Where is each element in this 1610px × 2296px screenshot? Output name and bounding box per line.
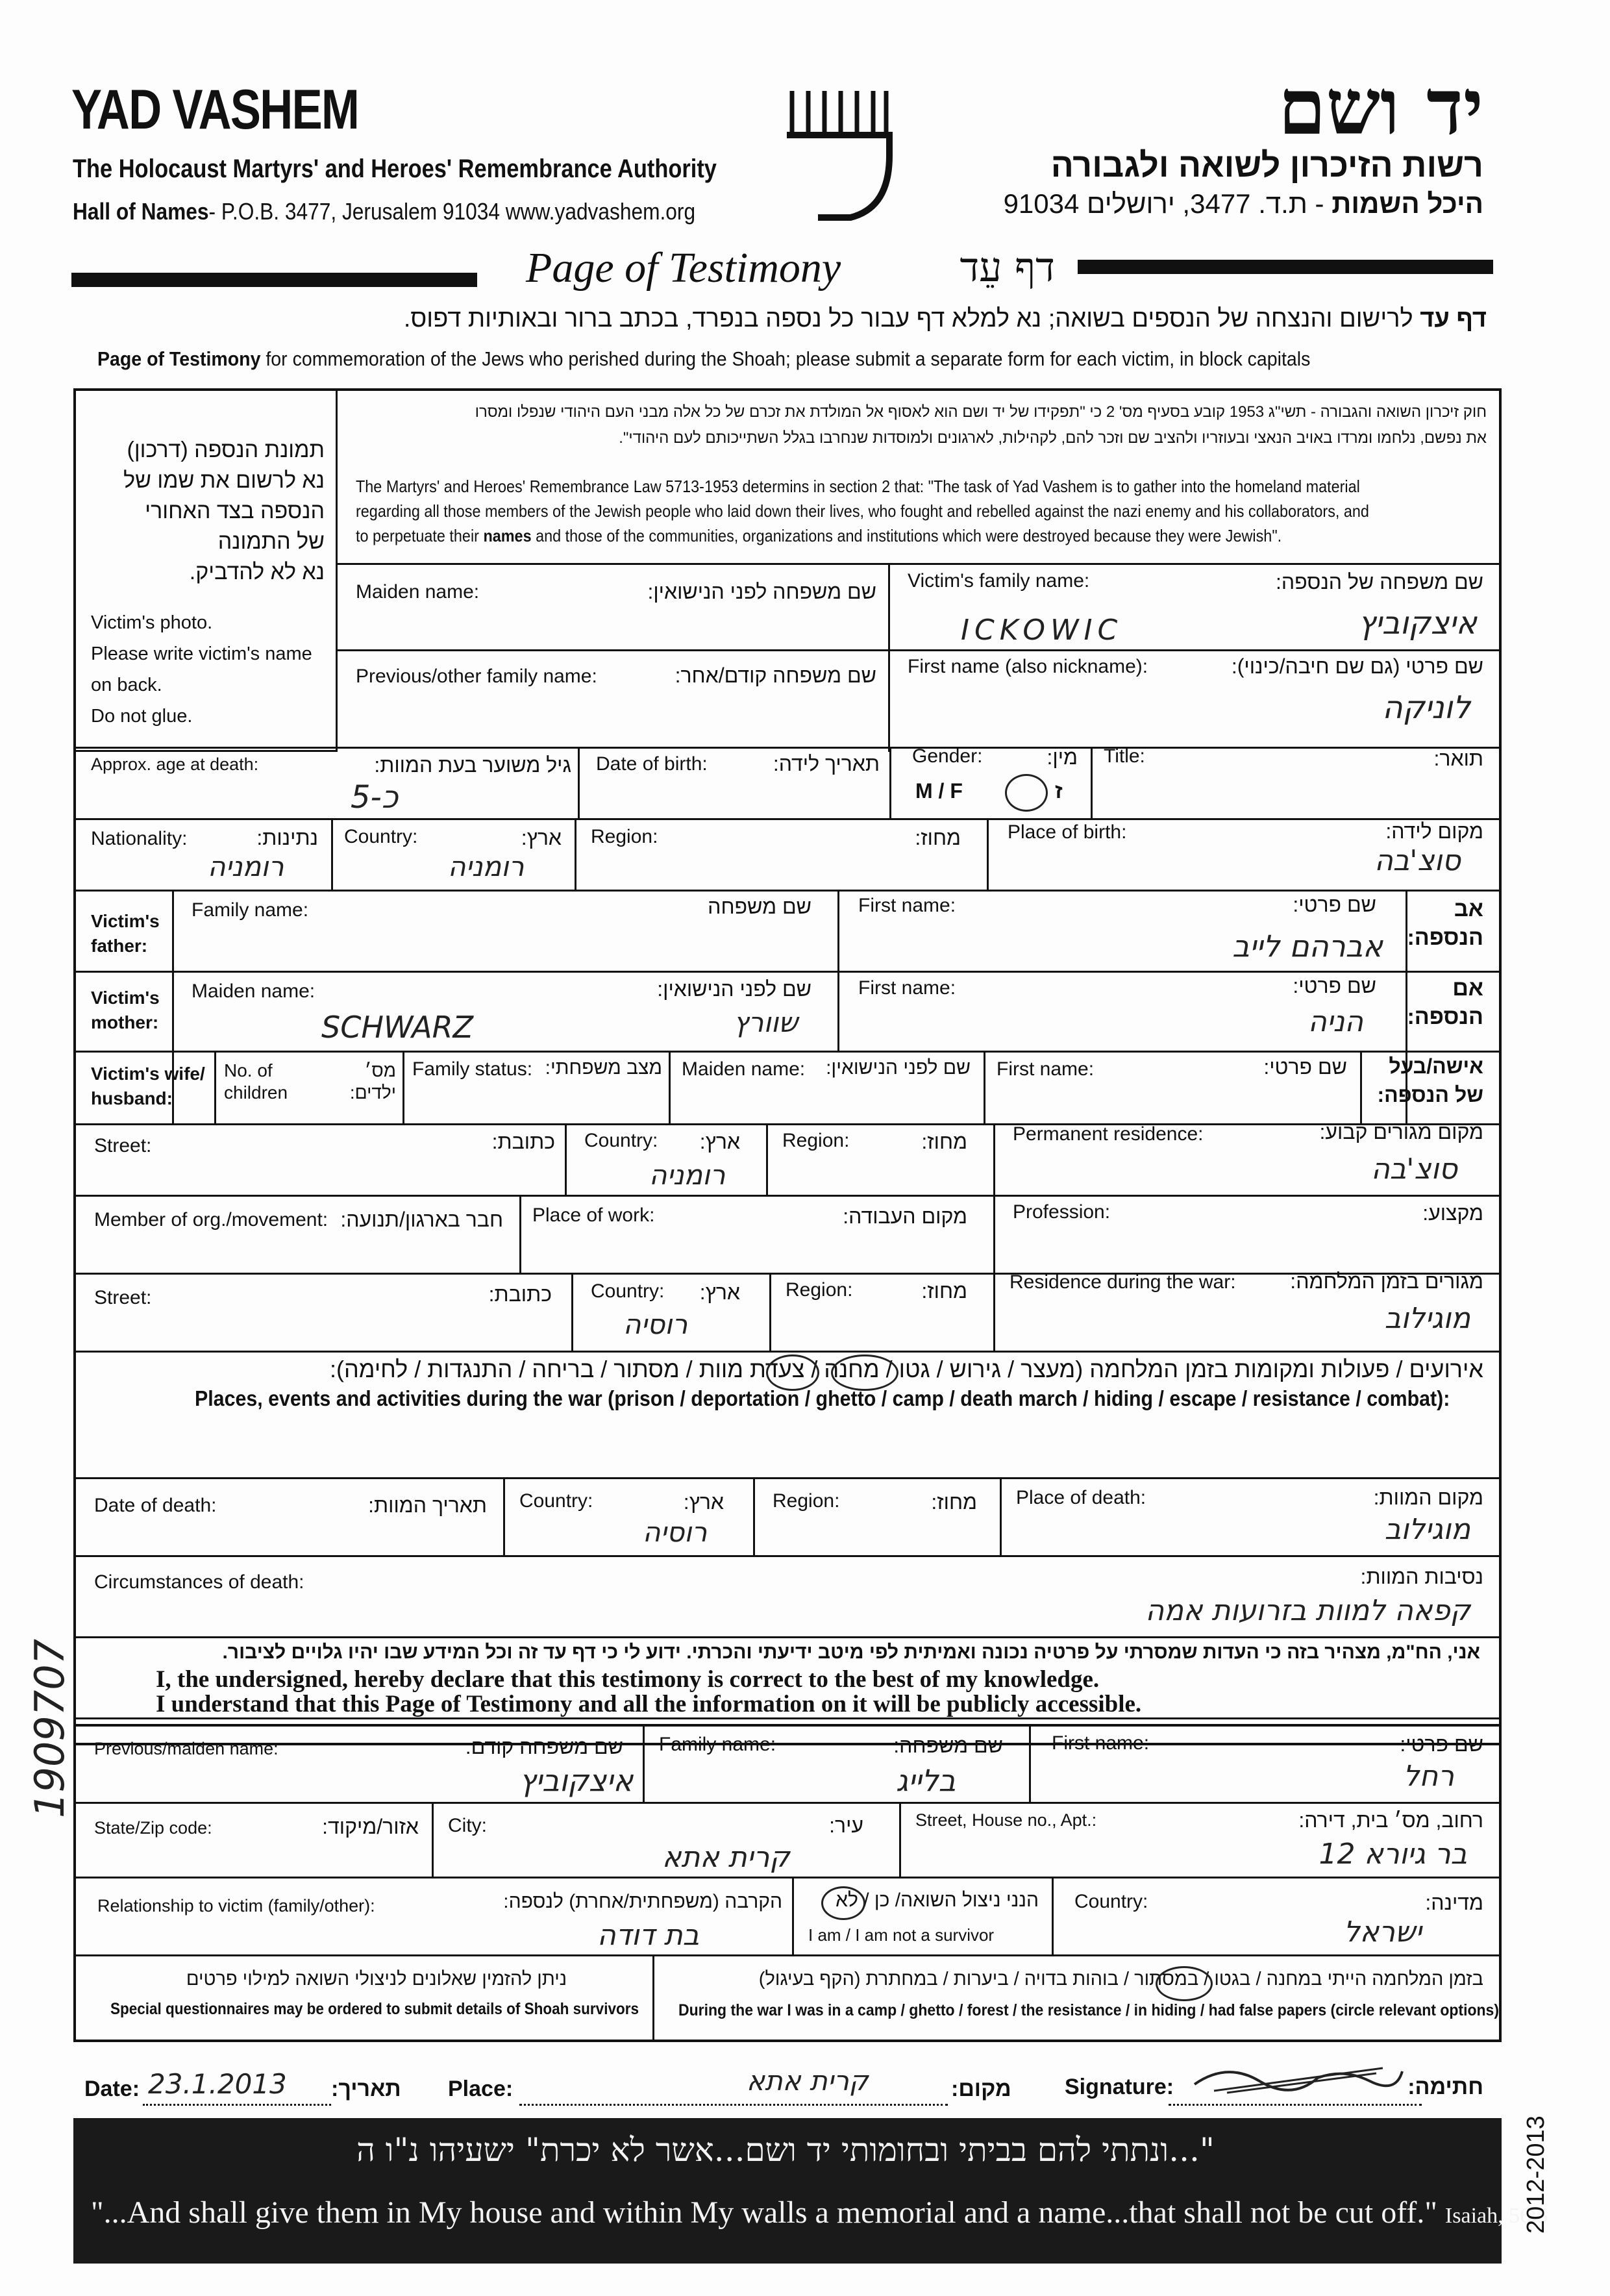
col-line [503,1477,505,1555]
submitter-frame [73,1724,1502,2042]
children-label: No. of children [224,1060,288,1103]
law-en-names: names [483,526,532,545]
mother-first-label-he: שם פרטי: [1293,974,1376,997]
mother-maiden-label: Maiden name: [192,980,316,1002]
col-line [1360,1051,1362,1123]
hall-of-names-he: היכל השמות [1331,188,1483,219]
year-tag: 2012-2013 [1522,2115,1550,2234]
col-line [993,1123,995,1195]
war-country-label-he: ארץ: [699,1280,740,1304]
law-en-text: and those of the communities, organizations and institutions which were destroyed because they were Jewish". [531,526,1282,545]
spouse-maiden-label: Maiden name: [682,1058,806,1080]
law-en-line [356,523,1378,548]
father-first-value[interactable]: אברהם לייב [1232,929,1383,964]
war-res-label: Residence during the war: [1009,1271,1236,1293]
prev-name-label-he: שם משפחה קודם/אחר: [675,664,876,687]
region-label: Region: [591,826,658,847]
father-label: Victim's father: [91,911,160,956]
address-en: - P.O.B. 3477, Jerusalem 91034 www.yadvashem.org [208,198,696,225]
work-label: Place of work: [532,1204,655,1226]
law-en-line: regarding all those members of the Jewish people who laid down their lives, who fought and rebelled against the nazi enemy and his collaborators, and [356,501,1369,521]
mother-maiden-value-he[interactable]: שוורץ [734,1006,799,1038]
law-en-text: to perpetuate their [356,526,484,545]
col-line [519,1195,521,1273]
col-line [899,1802,901,1877]
col-line [571,1273,573,1351]
photo-en-line: Victim's photo. [91,612,213,633]
col-line [792,1877,794,1954]
sub-street-value[interactable]: בר גיורא 12 [1319,1838,1467,1871]
sub-street-label-he: רחוב, מס׳ בית, דירה: [1298,1808,1483,1832]
mother-first-value[interactable]: הניה [1308,1005,1363,1038]
col-line [1052,1877,1054,1954]
member-label-he: חבר בארגון/תנועה: [340,1208,503,1231]
photo-en-line: Please write victim's name [91,643,312,664]
pob-value[interactable]: סוצ'בה [1374,844,1461,877]
sub-survivor-label-he: הנני ניצול השואה/ כן / לא [836,1890,1039,1911]
war-region-label-he: מחוז: [921,1279,967,1303]
place-line [519,2104,948,2106]
row-line [73,1954,1502,1956]
declaration-en-1: I, the undersigned, hereby declare that this testimony is correct to the best of my knowledge. [156,1666,1100,1693]
mother-he-2: הנספה: [1407,1004,1483,1029]
signature-label: Signature: [1065,2075,1174,2099]
col-line [769,1273,771,1351]
row-line [338,563,1502,565]
spouse-first-label: First name: [997,1058,1095,1080]
war-street-label-he: כתובת: [488,1282,552,1306]
family-status-label-he: מצב משפחתי: [545,1057,662,1079]
sub-rel-value[interactable]: בת דודה [597,1919,700,1952]
nationality-label: Nationality: [91,828,188,849]
authority-name-he: רשות הזיכרון לשואה ולגבורה [1050,147,1483,184]
photo-he-line: תמונת הנספה (דרכון) [127,438,325,462]
region-label: Region: [782,1130,850,1151]
mother-maiden-value-latin[interactable]: SCHWARZ [321,1010,474,1045]
row-line [73,1555,1502,1557]
birth-country-value[interactable]: רומניה [448,851,525,882]
sub-country-label-he: מדינה: [1425,1891,1483,1914]
pob-label: Place of birth: [1008,821,1127,843]
war-street-label: Street: [94,1287,152,1308]
gender-circle [1005,774,1048,812]
spouse-maiden-label-he: שם לפני הנישואין: [826,1057,971,1079]
maiden-name-label: Maiden name: [356,581,480,603]
row-line [73,1477,1502,1479]
prev-name-label: Previous/other family name: [356,666,597,687]
row-line [73,1802,1502,1804]
title-bar-left [71,273,477,287]
gender-options[interactable]: M / F [915,779,963,803]
ghetto-circle-sub [1156,1966,1213,2001]
photo-instructions-en [91,607,331,732]
declaration-he: אני, הח"מ, מצהיר בזה כי העדות שמסרתי על פרטיה נכונה ואמיתית לפי מיטב ידיעתי והכרתי. ידוע לי כי דף עד זה וכל המידע שבו יהיו גלויים לציבור. [222,1641,1480,1663]
declaration-en-2: I understand that this Page of Testimony and all the information on it will be publicly accessible. [156,1691,1142,1717]
mother-maiden-label-he: שם לפני הנישואין: [657,977,811,1001]
quote-he: "...ונתתי להם בביתי ובחומותי יד ושם...אשר לא יכרת" ישעיהו נ"ו ה [356,2131,1215,2169]
street-label-he: כתובת: [491,1130,555,1153]
gender-label-he: מין: [1046,745,1078,769]
death-country-label-he: ארץ: [683,1490,724,1514]
war-country-label: Country: [591,1280,665,1302]
country-label-he: ארץ: [699,1130,740,1153]
sub-city-label-he: עיר: [829,1814,863,1837]
col-line [1000,1477,1002,1555]
children-label-he: מס׳ ילדים: [349,1060,396,1103]
photo-en-line: Do not glue. [91,706,193,727]
authority-name-en: The Holocaust Martyrs' and Heroes' Remembrance Authority [73,155,717,183]
row-line [73,1877,1502,1878]
signature-scribble [1188,2055,1409,2101]
spouse-he-1: אישה/בעל [1389,1054,1483,1078]
sub-zip-label-he: אזור/מיקוד: [322,1815,419,1838]
mother-label-he [1407,974,1483,1031]
row-line [73,747,1502,749]
during-war-he: בזמן המלחמה הייתי במחנה / בגטו / במסתור / בוהות בדויה / ביערות / במחתרת (הקף בעיגול) [758,1969,1483,1990]
ghetto-circle [766,1354,819,1391]
sub-first-value[interactable]: רחל [1403,1760,1454,1793]
row-line [73,971,1502,973]
hall-of-names-label: Hall of Names [73,198,209,225]
war-res-value[interactable]: מוגילוב [1384,1302,1470,1335]
nationality-label-he: נתינות: [256,826,318,849]
region-label-he: מחוז: [921,1130,967,1153]
events-label-he: אירועים / פעולות ומקומות בזמן המלחמה (מעצר / גירוש / גטו / מחנה / צעדת מוות / מסתור / בריחה / התנגדות / לחימה): [330,1356,1483,1382]
questionnaire-he: ניתן להזמין שאלונים לניצולי השואה למילוי פרטים [186,1969,567,1990]
law-he-line: את נפשם, נלחמו ומרדו באויב הנאצי ובעוזריו ולהציב שם וזכר להם, לקהילות, לארגונים ולמוסדות שנחרבו בגלל השתייכותם לעם היהודי". [619,429,1487,447]
date-line [143,2104,331,2106]
form-title-he: דף עֵד [960,243,1055,291]
father-label-he [1407,895,1483,952]
perm-res-value[interactable]: סוצ'בה [1371,1153,1457,1186]
death-country-label: Country: [519,1490,593,1512]
family-name-value-he[interactable]: איצקוביץ [1358,605,1477,642]
dod-label: Date of death: [94,1495,217,1516]
sub-zip-label: State/Zip code: [94,1818,212,1838]
title-bar-right [1078,260,1493,274]
date-value[interactable]: 23.1.2013 [148,2068,287,2100]
death-region-label: Region: [773,1490,840,1512]
col-line [402,1051,404,1123]
col-line [575,818,576,890]
death-region-label-he: מחוז: [931,1490,977,1514]
row-line [73,1195,1502,1197]
during-war-en: During the war I was in a camp / ghetto / forest / the resistance / in hiding / had false papers (circle relevant options) [678,2001,1500,2019]
signature-label-he: חתימה: [1407,2075,1483,2099]
gender-option-he[interactable]: ז [1055,779,1063,803]
col-line [766,1123,768,1195]
sub-rel-label: Relationship to victim (family/other): [97,1896,375,1915]
circ-label: Circumstances of death: [94,1571,304,1593]
perm-res-label-he: מקום מגורים קבוע: [1319,1120,1483,1143]
col-line [993,1273,995,1351]
sub-country-value[interactable]: ישראל [1343,1915,1422,1949]
family-name-label-he: שם משפחה של הנספה: [1275,570,1483,593]
spouse-he-2: של הנספה: [1377,1083,1483,1106]
row-line [73,1123,1502,1125]
sub-family-label: Family name: [659,1734,776,1755]
col-line [331,818,333,890]
profession-label-he: מקצוע: [1422,1201,1483,1225]
circ-label-he: נסיבות המוות: [1360,1565,1483,1588]
row-line [338,649,1502,651]
col-line [652,1954,654,2042]
col-line [889,747,891,818]
res-country-value[interactable]: רומניה [649,1159,726,1191]
first-name-label-he: שם פרטי (גם שם חיבה/כינוי): [1231,655,1483,678]
region-label-he: מחוז: [915,826,961,849]
col-line [1029,1724,1031,1802]
law-en-line: The Martyrs' and Heroes' Remembrance Law 5713-1953 determins in section 2 that: "The task of Yad Vashem is to gather into the homeland material [356,477,1360,496]
sub-prev-label: Previous/maiden name: [94,1739,279,1758]
row-line [73,890,1502,892]
country-label-he: ארץ: [521,826,562,849]
address-he: - ת.ד. 3477, ירושלים 91034 [1003,188,1332,219]
work-label-he: מקום העבודה: [843,1204,967,1228]
col-line [578,747,580,818]
family-name-label: Victim's family name: [908,570,1090,592]
gender-label: Gender: [912,745,983,767]
mother-he-1: אם [1452,976,1483,1001]
photo-he-line: נא לא להדביק. [189,560,325,584]
spouse-label-he [1377,1052,1483,1109]
row-line [73,1351,1502,1353]
col-line [888,563,890,752]
instruction-he [404,305,1487,333]
photo-he-line: הנספה בצד האחורי [145,499,325,523]
family-status-label: Family status: [412,1058,533,1080]
col-line [753,1477,755,1555]
spouse-first-label-he: שם פרטי: [1263,1055,1347,1079]
maiden-name-label-he: שם משפחה לפני הנישואין: [647,580,876,603]
date-label-he: תאריך: [331,2077,401,2101]
pob-label-he: מקום לידה: [1385,819,1483,843]
date-label: Date: [84,2077,140,2101]
org-name-he: יד ושם [1278,62,1483,152]
hall-address-he [1004,188,1483,219]
row-line [73,818,1502,820]
quote-en-ref: Isaiah, 56:5 [1444,2204,1548,2228]
photo-he-line: נא לרשום את שמו של [123,468,325,493]
place-value[interactable]: קרית אתא [747,2065,869,2097]
war-country-value[interactable]: רוסיה [623,1308,688,1340]
law-he-line: חוק זיכרון השואה והגבורה - תשי"ג 1953 קובע בסעיף מס' 2 כי "תפקידו של יד ושם הוא לאסוף אל המולדת את זכרם של כל אלה מבני העם היהודי שנפלו ומסרו [475,403,1487,421]
margin-number: 1909707 [26,1638,73,1818]
deportation-circle [831,1354,898,1391]
law-text-en [356,474,1492,548]
war-region-label: Region: [786,1279,853,1301]
first-name-label: First name (also nickname): [908,656,1148,677]
sub-country-label: Country: [1074,1891,1148,1912]
street-label: Street: [94,1135,152,1156]
sub-city-value[interactable]: קרית אתא [662,1841,790,1874]
instruction-he-bold: דף עד [1420,305,1487,332]
sub-first-label-he: שם פרטי: [1400,1732,1483,1756]
survivor-circle [821,1886,865,1920]
sub-street-label: Street, House no., Apt.: [915,1810,1097,1830]
col-line [214,1051,216,1123]
yad-vashem-logo [779,78,896,227]
photo-instructions-he [84,435,325,588]
sub-prev-value[interactable]: איצקוביץ [519,1763,634,1798]
photo-en-line: on back. [91,675,162,695]
age-label: Approx. age at death: [91,755,259,774]
profession-label: Profession: [1013,1201,1111,1223]
col-line [643,1724,645,1802]
sub-first-label: First name: [1052,1732,1150,1754]
father-first-label-he: שם פרטי: [1293,893,1376,916]
col-line [987,818,989,890]
place-label-he: מקום: [951,2077,1011,2101]
sub-family-label-he: שם משפחה: [893,1734,1003,1757]
spouse-label: Victim's wife/ husband: [91,1064,205,1108]
law-text-he [357,399,1487,451]
war-res-label-he: מגורים בזמן המלחמה: [1290,1269,1483,1293]
father-family-label: Family name: [192,899,309,921]
first-name-value[interactable]: לוניקה [1382,690,1470,726]
photo-he-line: של התמונה [217,529,325,554]
dob-label: Date of birth: [596,753,708,775]
col-line [1091,747,1093,818]
org-name-en: YAD VASHEM [71,79,359,141]
dob-label-he: תאריך לידה: [773,752,880,775]
form-title-en: Page of Testimony [526,244,841,292]
col-line [565,1123,567,1195]
sub-city-label: City: [448,1815,487,1836]
nationality-value[interactable]: רומניה [208,851,284,882]
row-line [73,1273,1502,1275]
sub-family-value[interactable]: בלייג [896,1763,956,1798]
col-line [993,1195,995,1273]
quote-en-text: "...And shall give them in My house and within My walls a memorial and a name...that shall not be cut off." [91,2195,1437,2230]
father-he-2: הנספה: [1407,925,1483,950]
sub-prev-label-he: שם משפחה קודם: [465,1735,623,1758]
title-label-he: תואר: [1433,747,1483,770]
events-label-en: Places, events and activities during the war (prison / deportation / ghetto / camp / death march / hiding / escape / resistance / combat): [195,1386,1450,1410]
pod-label-he: מקום המוות: [1373,1486,1483,1509]
country-label: Country: [344,826,418,847]
mother-label: Victim's mother: [91,988,160,1032]
title-label: Title: [1104,745,1145,767]
sub-rel-label-he: הקרבה (משפחתית/אחרת) לנספה: [503,1891,782,1912]
circ-value[interactable]: קפאה למוות בזרועות אמה [1145,1594,1470,1627]
sub-survivor-label[interactable]: I am / I am not a survivor [808,1925,995,1945]
death-country-value[interactable]: רוסיה [643,1516,708,1548]
age-label-he: גיל משוער בעת המוות: [374,753,571,777]
pod-value[interactable]: מוגילוב [1384,1513,1470,1546]
instruction-he-text: לרישום והנצחה של הנספים בשואה; נא למלא דף עבור כל נספה בנפרד, בכתב ברור ובאותיות דפוס. [403,305,1420,332]
country-label: Country: [584,1130,658,1151]
hall-address-en [73,198,695,225]
age-value[interactable]: כ-5 [351,779,399,816]
col-line [669,1051,671,1123]
place-label: Place: [448,2077,514,2101]
father-he-1: אב [1454,897,1483,921]
instruction-en-text: for commemoration of the Jews who perished during the Shoah; please submit a separate form for each victim, in block capitals [260,347,1311,370]
questionnaire-en: Special questionnaires may be ordered to submit details of Shoah survivors [110,2000,639,2018]
perm-res-label: Permanent residence: [1013,1123,1204,1145]
quote-en [91,2195,1548,2230]
instruction-en [97,347,1310,371]
father-family-label-he: שם משפחה [708,895,811,918]
family-name-value-latin[interactable]: ICKOWIC [961,614,1123,647]
col-line [984,1051,985,1123]
father-first-label: First name: [858,895,956,916]
mother-first-label: First name: [858,977,956,999]
dod-label-he: תאריך המוות: [368,1493,487,1517]
signature-line [1169,2104,1422,2106]
member-label: Member of org./movement: [94,1209,328,1230]
instruction-en-bold: Page of Testimony [97,347,261,370]
row-line [73,1051,1502,1053]
pod-label: Place of death: [1016,1487,1146,1508]
col-line [432,1802,434,1877]
